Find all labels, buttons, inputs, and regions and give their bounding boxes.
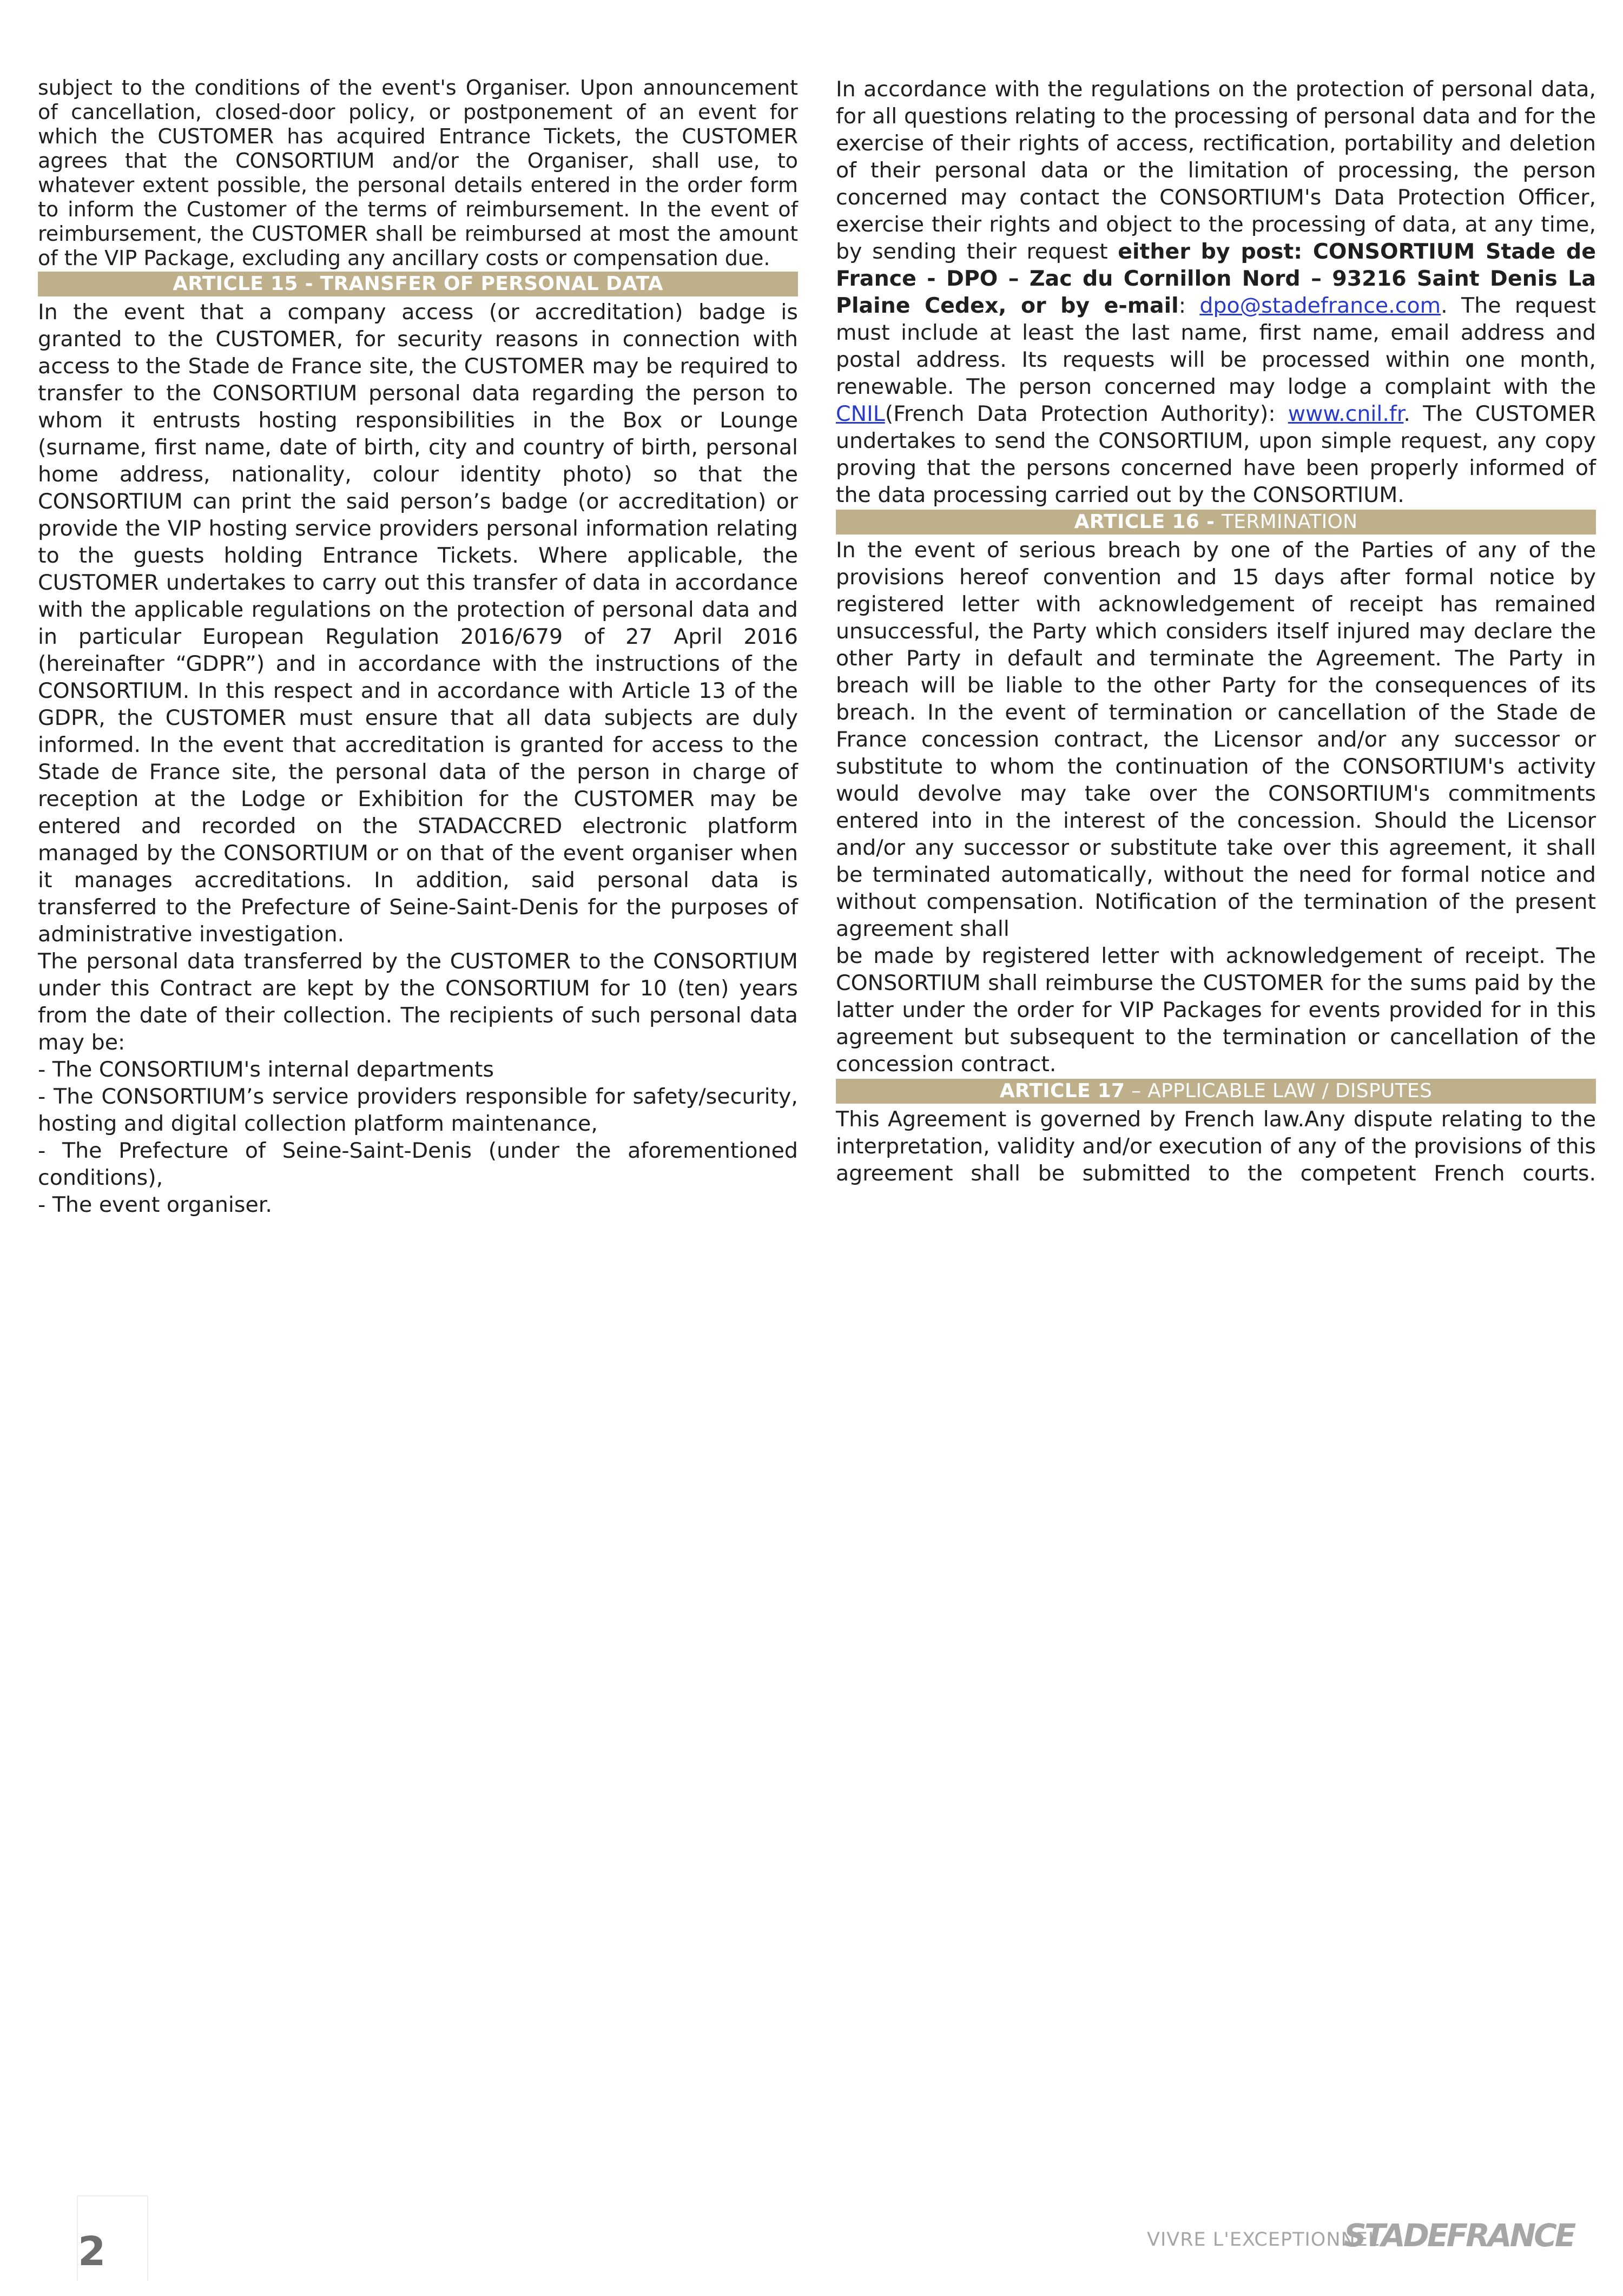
- article-17-heading: [836, 1079, 1596, 1104]
- page-number: 2: [78, 2228, 106, 2275]
- dpo-paragraph: [836, 76, 1596, 509]
- article-17-paragraph: This Agreement is governed by French law.Any dispute relating to the interpretation, validity and/or execution of any of the provisions of this agreement shall be submitted to the competent French courts.: [836, 1107, 1596, 1186]
- recipient-list-item: - The event organiser.: [38, 1192, 272, 1217]
- page-number-box: [77, 2195, 148, 2281]
- dpo-text-3: (French Data Protection Authority):: [885, 401, 1288, 426]
- article-16-heading: [836, 510, 1596, 535]
- logo-brand: STADEFRANCE: [1344, 2217, 1574, 2254]
- article-15-paragraph-1: In the event that a company access (or accreditation) badge is granted to the CUSTOMER, for security reasons in connection with access to the Stade de France site, the CUSTOMER may be required to transfer to the CONSORTIUM personal data regarding the person to whom it entrusts hosting responsibilities in the Box or Lounge (surname, first name, date of birth, city and country of birth, personal home address, nationality, colour identity photo) so that the CONSORTIUM can print the said person’s badge (or accreditation) or provide the VIP hosting service providers personal information relating to the guests holding Entrance Tickets. Where applicable, the CUSTOMER undertakes to carry out this transfer of data in accordance with the applicable regulations on the protection of personal data and in particular European Regulation 2016/679 of 27 April 2016 (hereinafter “GDPR”) and in accordance with the instructions of the CONSORTIUM. In this respect and in accordance with Article 13 of the GDPR, the CUSTOMER must ensure that all data subjects are duly informed. In the event that accreditation is granted for access to the Stade de France site, the personal data of the person in charge of reception at the Lodge or Exhibition for the CUSTOMER may be entered and recorded on the STADACCRED electronic platform managed by the CONSORTIUM or on that of the event organiser when it manages accreditations. In addition, said personal data is transferred to the Prefecture of Seine-Saint-Denis for the purposes of administrative investigation.: [38, 300, 798, 947]
- article-15-heading: [38, 272, 798, 296]
- left-column: [38, 76, 798, 1218]
- article-15-heading-text: ARTICLE 15 - TRANSFER OF PERSONAL DATA: [173, 273, 663, 295]
- article-16-paragraph-2: be made by registered letter with acknowledgement of receipt. The CONSORTIUM shall reimburse the CUSTOMER for the sums paid by the latter under the order for VIP Packages for events provided for in this agreement but subsequent to the termination or cancellation of the concession contract.: [836, 944, 1596, 1077]
- article-16-heading-title: TERMINATION: [1222, 511, 1358, 533]
- intro-paragraph: subject to the conditions of the event's Organiser. Upon announcement of cancellation, closed-door policy, or postponement of an event for which the CUSTOMER has acquired Entrance Tickets, the CUSTOMER agrees that the CONSORTIUM and/or the Organiser, shall use, to whatever extent possible, the personal details entered in the order form to inform the Customer of the terms of reimbursement. In the event of reimbursement, the CUSTOMER shall be reimbursed at most the amount of the VIP Package, excluding any ancillary costs or compensation due.: [38, 76, 798, 270]
- logo-tagline: VIVRE L'EXCEPTIONNEL: [1147, 2229, 1380, 2251]
- dpo-postal-address: either by post: CONSORTIUM Stade de France - DPO – Zac du Cornillon Nord – 93216 Saint Denis La Plaine Cedex, or by e-mail: [836, 239, 1596, 318]
- dpo-text-1: In accordance with the regulations on the protection of personal data, for all questions relating to the processing of personal data and for the exercise of their rights of access, rectification, portability and deletion of their personal data or the limitation of processing, the person concerned may contact the CONSORTIUM's Data Protection Officer, exercise their rights and object to the processing of data, at any time, by sending their request: [836, 77, 1596, 264]
- cnil-url-link[interactable]: www.cnil.fr: [1288, 401, 1404, 426]
- article-17-heading-title: – APPLICABLE LAW / DISPUTES: [1125, 1080, 1433, 1102]
- recipient-list-item: - The CONSORTIUM’s service providers responsible for safety/security, hosting and digital collection platform maintenance,: [38, 1084, 798, 1136]
- article-15-paragraph-2: The personal data transferred by the CUSTOMER to the CONSORTIUM under this Contract are kept by the CONSORTIUM for 10 (ten) years from the date of their collection. The recipients of such personal data may be:: [38, 949, 798, 1055]
- dpo-text-4: . The CUSTOMER undertakes to send the CONSORTIUM, upon simple request, any copy proving that the persons concerned have been properly informed of the data processing carried out by the CONSORTIUM.: [836, 401, 1596, 507]
- article-16-heading-number: ARTICLE 16 -: [1074, 511, 1222, 533]
- article-17-heading-number: ARTICLE 17: [999, 1080, 1125, 1102]
- recipient-list-item: - The Prefecture of Seine-Saint-Denis (under the aforementioned conditions),: [38, 1138, 798, 1190]
- recipient-list-item: - The CONSORTIUM's internal departments: [38, 1057, 494, 1082]
- dpo-text-2: . The request must include at least the last name, first name, email address and postal address. Its requests will be processed within one month, renewable. The person concerned may lodge a complaint with the: [836, 293, 1596, 399]
- right-column: [836, 76, 1596, 1187]
- stade-de-france-logo: [1147, 2217, 1574, 2257]
- dpo-email-link[interactable]: dpo@stadefrance.com: [1199, 293, 1441, 318]
- dpo-colon: :: [1178, 293, 1200, 318]
- cnil-link[interactable]: CNIL: [836, 401, 885, 426]
- article-16-paragraph-1: In the event of serious breach by one of the Parties of any of the provisions hereof convention and 15 days after formal notice by registered letter with acknowledgement of receipt has remained unsuccessful, the Party which considers itself injured may declare the other Party in default and terminate the Agreement. The Party in breach will be liable to the other Party for the consequences of its breach. In the event of termination or cancellation of the Stade de France concession contract, the Licensor and/or any successor or substitute to whom the continuation of the CONSORTIUM's activity would devolve may take over the CONSORTIUM's commitments entered into in the interest of the concession. Should the Licensor and/or any successor or substitute take over this agreement, it shall be terminated automatically, without the need for formal notice and without compensation. Notification of the termination of the present agreement shall: [836, 538, 1596, 941]
